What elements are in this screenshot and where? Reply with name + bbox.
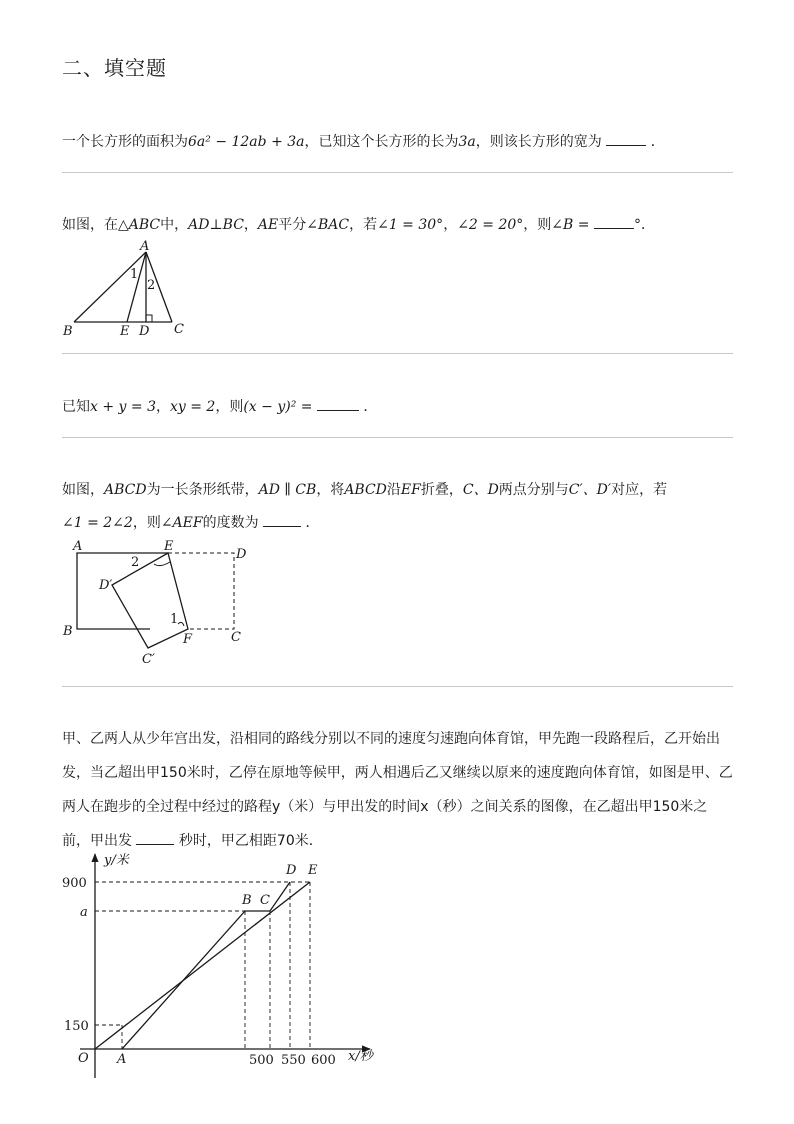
q3-equation-2: xy = 2: [169, 399, 216, 415]
q5-line-3: 两人在跑步的全过程中经过的路程y（米）与甲出发的时间x（秒）之间关系的图像，在乙超出甲150米之: [62, 799, 708, 815]
question-3: [62, 396, 377, 417]
q2-text: ，: [243, 217, 258, 233]
q4-answer-blank[interactable]: [263, 512, 301, 527]
q1-answer-blank[interactable]: [606, 131, 646, 146]
label-c: C: [231, 630, 241, 645]
label-angle-2: 2: [147, 278, 156, 293]
q4-abcd: ABCD: [104, 482, 147, 498]
y-tick-150: 150: [64, 1019, 89, 1034]
q2-triangle: △ABC: [118, 217, 161, 233]
q2-text: 中，: [160, 217, 189, 233]
q2-text: ，若: [349, 217, 378, 233]
point-c-label: C: [260, 893, 270, 908]
label-e: E: [120, 324, 130, 339]
q4-text: 折叠，: [420, 482, 463, 498]
q3-text: ，则: [215, 399, 244, 415]
label-b: B: [63, 324, 73, 339]
q2-angle-bac: ∠BAC: [306, 217, 350, 233]
q4-text: ，则: [132, 515, 161, 531]
q4-text: 对应，若: [611, 482, 668, 498]
x-axis-label: x/秒: [348, 1049, 373, 1064]
q3-answer-blank[interactable]: [317, 396, 359, 411]
q2-text: 如图，在: [62, 217, 118, 233]
origin-label: O: [78, 1051, 89, 1066]
x-tick-500: 500: [249, 1053, 274, 1068]
q4-abcd: ABCD: [344, 482, 387, 498]
q4-points-cd: C、D: [462, 482, 499, 498]
label-d-prime: D′: [99, 578, 113, 593]
q3-target-expression: (x − y)² =: [243, 399, 313, 415]
q4-ef: EF: [400, 482, 421, 498]
question-2: [62, 214, 655, 235]
q5-line-1: 甲、乙两人从少年宫出发，沿相同的路线分别以不同的速度匀速跑向体育馆，甲先跑一段路程后，乙开始出: [62, 731, 720, 747]
q1-text-after: ，则该长方形的宽为: [475, 134, 602, 150]
divider: [62, 686, 733, 687]
q4-points-cd-prime: C′、D′: [568, 482, 612, 498]
q2-angle-2: ∠2 = 20°: [457, 217, 524, 233]
point-e-label: E: [308, 863, 318, 878]
q5-text: 秒时，甲乙相距70米．: [178, 833, 323, 849]
q2-angle-b: ∠B =: [551, 217, 590, 233]
label-e: E: [164, 539, 174, 554]
label-b: B: [63, 624, 73, 639]
divider: [62, 353, 733, 354]
q2-ae: AE: [257, 217, 279, 233]
q2-text: ，: [443, 217, 458, 233]
q1-end: ．: [650, 134, 665, 150]
q2-triangle-figure: [60, 238, 200, 342]
q2-text: ，则: [523, 217, 552, 233]
label-a: A: [140, 239, 150, 254]
y-tick-900: 900: [62, 876, 87, 891]
segment-ae: [127, 252, 146, 322]
angle-1-arc: [178, 622, 184, 626]
q4-angle-relation: ∠1 = 2∠2: [62, 515, 133, 531]
label-angle-1: 1: [170, 612, 179, 627]
q2-answer-blank[interactable]: [594, 214, 634, 229]
section-title: 二、填空题: [62, 56, 167, 80]
label-c-prime: C′: [142, 652, 155, 667]
folded-part: [112, 553, 188, 648]
q4-fold-figure: [60, 538, 260, 670]
divider: [62, 437, 733, 438]
label-a: A: [73, 539, 83, 554]
q3-end: ．: [363, 399, 378, 415]
q3-equation-1: x + y = 3: [90, 399, 156, 415]
question-4-line-2: [62, 512, 320, 533]
point-a-label: A: [117, 1052, 127, 1067]
q4-text: 为一长条形纸带，: [146, 482, 259, 498]
q5-text: 前，甲出发: [62, 833, 132, 849]
q3-text: ，: [155, 399, 170, 415]
label-c: C: [174, 322, 184, 337]
right-angle-mark: [146, 315, 152, 322]
label-d: D: [236, 547, 247, 562]
y-tick-a: a: [80, 905, 88, 920]
question-5: [62, 722, 742, 858]
line-jia: [95, 882, 310, 1049]
q4-text: 如图，: [62, 482, 104, 498]
q3-text: 已知: [62, 399, 90, 415]
q4-text: ，将: [316, 482, 345, 498]
q5-line-2: 发，当乙超出甲150米时，乙停在原地等候甲，两人相遇后乙又继续以原来的速度跑向体育馆，如图是甲、乙: [62, 765, 733, 781]
q1-area-expression: 6a² − 12ab + 3a: [188, 134, 305, 150]
q4-angle-aef: ∠AEF: [160, 515, 203, 531]
q5-answer-blank[interactable]: [136, 830, 174, 845]
question-4-line-1: [62, 480, 667, 500]
x-tick-600: 600: [311, 1053, 336, 1068]
y-axis-label: y/米: [104, 853, 129, 868]
q1-text-mid: ，已知这个长方形的长为: [304, 134, 459, 150]
point-d-label: D: [286, 863, 297, 878]
q4-parallel: AD ∥ CB: [258, 482, 317, 498]
q2-angle-1: ∠1 = 30°: [377, 217, 444, 233]
q2-end: °．: [633, 217, 655, 233]
q4-end: ．: [305, 515, 320, 531]
divider: [62, 172, 733, 173]
label-d: D: [139, 324, 150, 339]
angle-2-arc: [154, 562, 170, 566]
q1-length: 3a: [458, 134, 476, 150]
q4-text: 沿: [386, 482, 401, 498]
q1-text-before: 一个长方形的面积为: [62, 134, 188, 150]
q4-text: 的度数为: [202, 515, 259, 531]
label-f: F: [183, 632, 193, 647]
q2-perpendicular: AD⊥BC: [188, 217, 244, 233]
question-1: [62, 131, 665, 152]
segment-ab: [74, 252, 146, 322]
x-tick-550: 550: [281, 1053, 306, 1068]
q2-text: 平分: [278, 217, 307, 233]
q4-text: 两点分别与: [498, 482, 569, 498]
label-angle-1: 1: [130, 267, 139, 282]
label-angle-2: 2: [131, 555, 140, 570]
point-b-label: B: [242, 893, 252, 908]
q5-distance-time-graph: [60, 848, 390, 1080]
